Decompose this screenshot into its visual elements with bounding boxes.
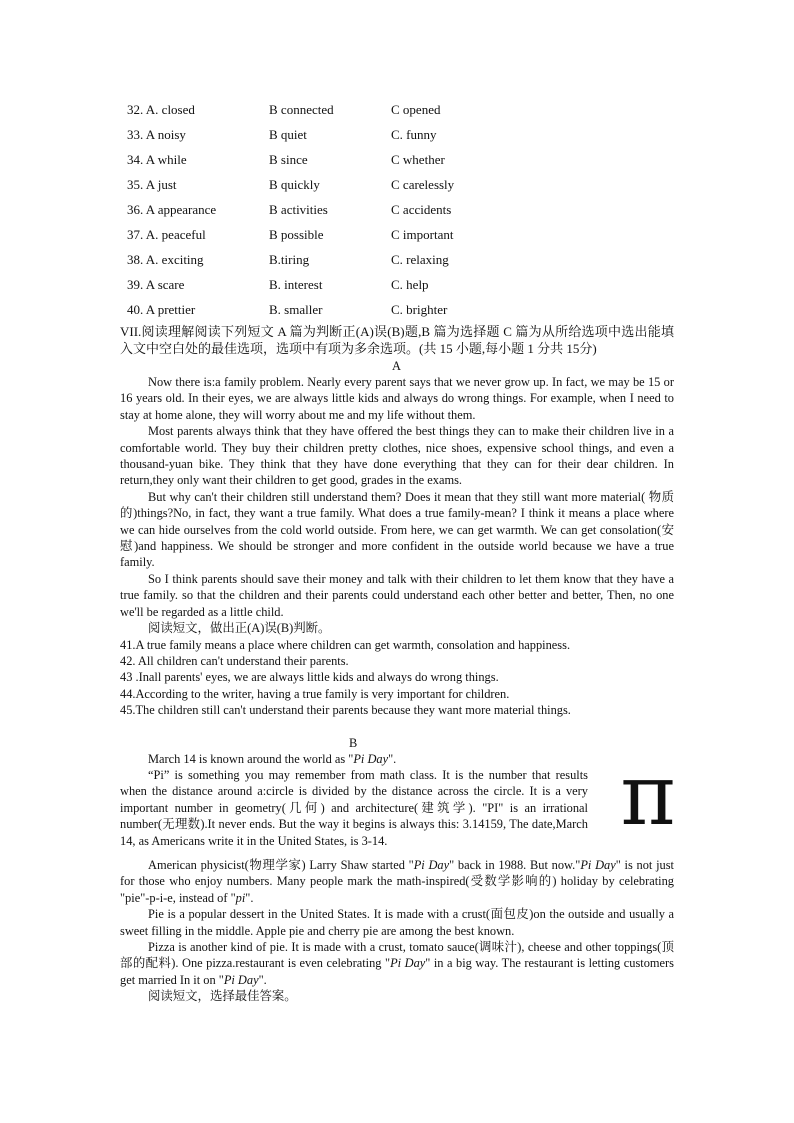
pi-symbol-image: π [620,746,676,844]
passage-a [120,374,674,719]
option-b: B quickly [269,177,320,192]
option-c: C important [391,227,454,242]
passage-b-paragraph-3 [120,857,674,906]
option-a: 32. A. closed [127,102,195,117]
statement-43: 43 .Inall parents' eyes, we are always little kids and always do wrong things. [120,670,499,685]
option-b: B possible [269,227,324,242]
passage-b-instruction: 阅读短文，选择最佳答案。 [148,989,297,1004]
pi-day-text: Pi Day [353,752,389,766]
text-run: " in a big way. The restaurant is letting customers get married In it on " [120,956,674,987]
option-b: B activities [269,202,328,217]
option-c: C. funny [391,127,437,142]
option-c: C. relaxing [391,252,449,267]
passage-b-rest [120,857,674,1005]
passage-a-paragraph: But why can't their children still understand them? Does it mean that they still want more material( 物质的)things?No, in fact, they want a true family. What does a true family-mean? I think it means a place where we can hide ourselves from the cold world outside. From here, we can get warmth. We can get consolation(安慰)and happiness. We should be stronger and more confident in the outside world because we have a true family. [120,489,674,570]
passage-a-paragraph: Now there is:a family problem. Nearly every parent says that we never grow up. In fact, we may be 15 or 16 years old. In their eyes, we are always little kids and always do wrong things. For example, when I need to stay at home alone, they will worry about me and my life without them. [120,375,674,422]
pi-day-text: Pi Day [580,858,616,872]
option-c: C whether [391,152,445,167]
pi-text: pi [235,890,246,905]
text-run: ". [388,752,397,766]
option-a: 33. A noisy [127,127,186,142]
pi-day-text: Pi Day [223,972,259,987]
passage-a-paragraph: So I think parents should save their money and talk with their children to let them know that they have a true family. so that the children and their parents could understand each other better and better, Then, no one we'll be regarded as a little child. [120,571,674,619]
text-run: ". [258,972,267,987]
statement-41: 41.A true family means a place where children can get warmth, consolation and happiness. [120,637,571,652]
option-b: B. interest [269,277,323,292]
option-b: B. smaller [269,302,323,317]
option-a: 37. A. peaceful [127,227,206,242]
option-b: B connected [269,102,334,117]
statement-44: 44.According to the writer, having a true family is very important for children. [120,686,510,701]
passage-a-paragraph: Most parents always think that they have offered the best things they can to make their children live in a comfortable world. They buy their children pretty clothes, nice shoes, expensive school things, and even a thousand-yuan bike. They think that they have done everything that they can for their dear children. In return,they only want their children to get good, grades in the exams. [120,424,674,488]
passage-a-label: A [392,359,401,373]
section-heading: VII.阅读理解阅读下列短文 A 篇为判断正(A)误(B)题,B 篇为选择题 C 篇为从所给选项中选出能填入文中空白处的最佳选项，选项中有项为多余选项。(共 15 小题,每小题 1 分共 15分) [120,324,674,356]
passage-a-instruction: 阅读短文，做出正(A)误(B)判断。 [148,621,331,636]
option-c: C carelessly [391,177,455,192]
passage-b-paragraph-5 [120,939,674,988]
pi-day-text: Pi Day [413,858,450,872]
text-run: ". [245,890,254,905]
option-a: 38. A. exciting [127,252,204,267]
option-c: C. help [391,277,429,292]
statement-45: 45.The children still can't understand their parents because they want more material things. [120,703,571,718]
statement-42: 42. All children can't understand their parents. [120,653,349,668]
option-a: 36. A appearance [127,202,217,217]
passage-b-paragraph-2: “Pi” is something you may remember from math class. It is the number that results when the distance around a:circle is divided by the distance across the circle. It is a very important number in geometry(几何) and architecture(建筑学). "PI" is an irrational number(无理数).It never ends. But the way it begins is always this: 3.14159, The date,March 14, as Americans write it in the United States, is 3-14. [120,768,588,848]
text-run: March 14 is known around the world as " [148,752,354,766]
passage-b-paragraph-1 [120,751,674,767]
option-a: 39. A scare [127,277,185,292]
text-run: American physicist(物理学家) Larry Shaw started " [148,858,414,872]
option-a: 35. A just [127,177,177,192]
option-c: C. brighter [391,302,448,317]
option-b: B since [269,152,308,167]
option-b: B quiet [269,127,307,142]
passage-b-label: B [349,736,358,750]
pi-day-text: Pi Day [390,956,426,971]
option-b: B.tiring [269,252,310,267]
option-c: C opened [391,102,441,117]
text-run: " is not just for those who enjoy numbers. Many people mark the math-inspired(受数学影响的) holiday by celebrating "pie"-p-i-e, instead of " [120,858,674,905]
option-a: 34. A while [127,152,187,167]
option-c: C accidents [391,202,452,217]
option-a: 40. A prettier [127,302,196,317]
passage-b-paragraph-4: Pie is a popular dessert in the United States. It is made with a crust(面包皮)on the outside and usually a sweet filling in the middle. Apple pie and cherry pie are among the best known. [120,907,674,938]
text-run: Pizza is another kind of pie. It is made with a crust, tomato sauce(调味汁), cheese and other toppings(顶部的配料). One pizza.restaurant is even celebrating " [120,940,674,971]
text-run: " back in 1988. But now." [449,858,581,872]
